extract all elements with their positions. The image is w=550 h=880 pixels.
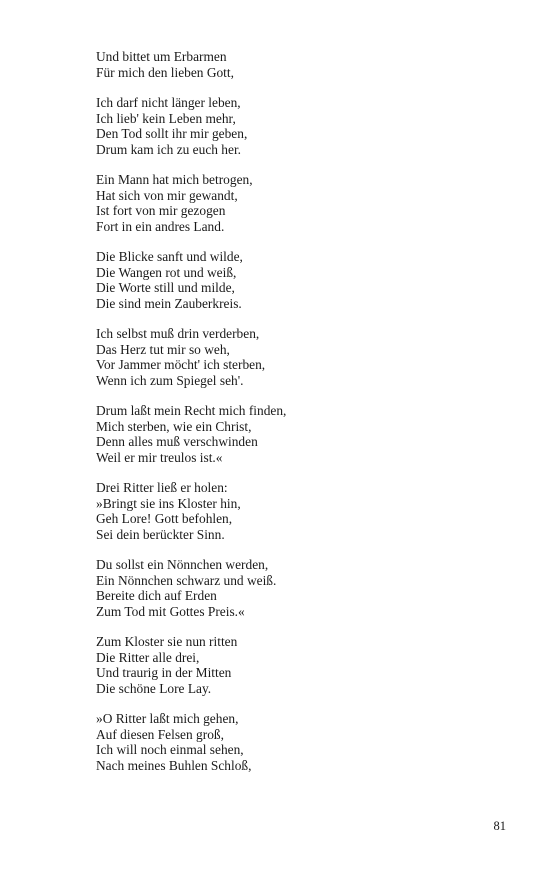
poem-line: Das Herz tut mir so weh,	[96, 341, 230, 357]
poem-line: Und bittet um Erbarmen	[96, 49, 227, 64]
poem-line: Ein Nönnchen schwarz und weiß.	[96, 572, 277, 588]
poem-line: Weil er mir treulos ist.«	[96, 449, 223, 465]
poem-line: Und traurig in der Mitten	[96, 665, 232, 680]
poem-line: Wenn ich zum Spiegel seh'.	[96, 372, 244, 388]
poem-line: Für mich den lieben Gott,	[96, 64, 234, 80]
poem-line: Nach meines Buhlen Schloß,	[96, 757, 252, 773]
stanza	[96, 403, 496, 465]
poem-line: Ich selbst muß drin verderben,	[96, 326, 260, 341]
poem-line: Drum kam ich zu euch her.	[96, 141, 242, 157]
poem-line: Die sind mein Zauberkreis.	[96, 295, 242, 311]
poem-line: Fort in ein andres Land.	[96, 218, 225, 234]
poem-line: Ist fort von mir gezogen	[96, 203, 226, 218]
stanza	[96, 711, 496, 773]
stanza	[96, 49, 496, 80]
stanza	[96, 249, 496, 311]
poem-body	[96, 49, 496, 788]
poem-line: Hat sich von mir gewandt,	[96, 187, 238, 203]
poem-line: Die Wangen rot und weiß,	[96, 264, 237, 280]
poem-line: Ich will noch einmal sehen,	[96, 742, 244, 757]
page-number: 81	[493, 819, 506, 833]
poem-line: Drum laßt mein Recht mich finden,	[96, 403, 287, 418]
poem-line: Ich lieb' kein Leben mehr,	[96, 110, 236, 126]
stanza	[96, 480, 496, 542]
poem-line: Ich darf nicht länger leben,	[96, 95, 241, 110]
poem-line: Drei Ritter ließ er holen:	[96, 480, 228, 495]
poem-line: Vor Jammer möcht' ich sterben,	[96, 357, 266, 372]
poem-line: Sei dein berückter Sinn.	[96, 526, 225, 542]
stanza	[96, 95, 496, 157]
poem-line: Bereite dich auf Erden	[96, 588, 217, 603]
poem-line: Mich sterben, wie ein Christ,	[96, 418, 252, 434]
poem-line: Die Ritter alle drei,	[96, 649, 200, 665]
poem-line: Denn alles muß verschwinden	[96, 434, 258, 449]
poem-line: Ein Mann hat mich betrogen,	[96, 172, 253, 187]
poem-line: Den Tod sollt ihr mir geben,	[96, 126, 248, 141]
poem-line: »Bringt sie ins Kloster hin,	[96, 495, 241, 511]
poem-line: Zum Tod mit Gottes Preis.«	[96, 603, 245, 619]
stanza	[96, 172, 496, 234]
poem-line: »O Ritter laßt mich gehen,	[96, 711, 239, 726]
poem-line: Die Worte still und milde,	[96, 280, 235, 295]
poem-line: Die schöne Lore Lay.	[96, 680, 212, 696]
poem-line: Die Blicke sanft und wilde,	[96, 249, 243, 264]
stanza	[96, 326, 496, 388]
poem-line: Zum Kloster sie nun ritten	[96, 634, 238, 649]
poem-line: Du sollst ein Nönnchen werden,	[96, 557, 269, 572]
poem-line: Geh Lore! Gott befohlen,	[96, 511, 233, 526]
stanza	[96, 557, 496, 619]
stanza	[96, 634, 496, 696]
poem-line: Auf diesen Felsen groß,	[96, 726, 224, 742]
